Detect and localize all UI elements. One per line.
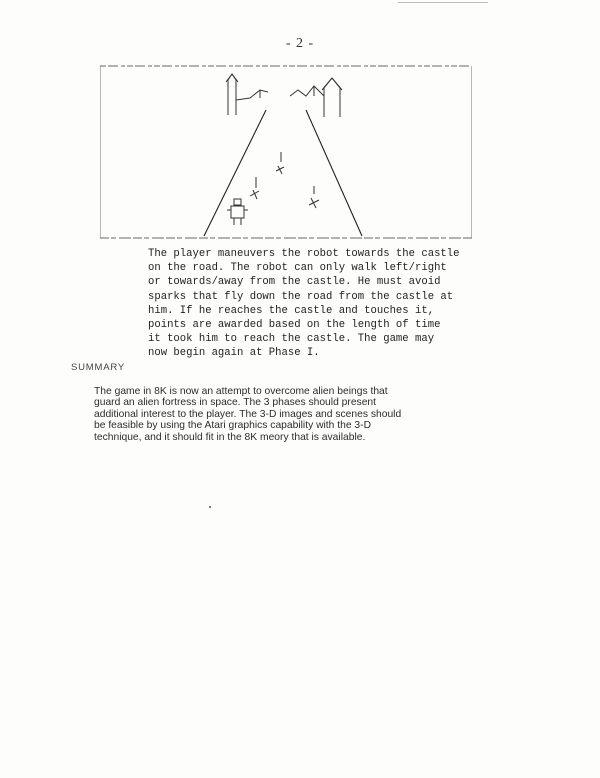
- spark-3: [309, 186, 319, 208]
- spark-1: [276, 152, 284, 174]
- castle-right-tower: [290, 78, 342, 117]
- summary-line: guard an alien fortress in space. The 3 phases should present: [94, 397, 377, 409]
- caption-line: him. If he reaches the castle and touches it,: [148, 304, 435, 317]
- caption-line: now begin again at Phase I.: [148, 347, 320, 360]
- road-castle-sketch: [100, 60, 472, 242]
- page-number: - 2 -: [285, 36, 315, 51]
- caption-line: points are awarded based on the length of time: [148, 319, 441, 332]
- summary-paragraph: [94, 386, 524, 443]
- scan-artifact-top: [398, 2, 488, 3]
- summary-line: additional interest to the player. The 3-D images and scenes should: [94, 408, 402, 420]
- sketch-svg: [100, 60, 472, 242]
- caption-line: or towards/away from the castle. He must avoid: [148, 276, 441, 289]
- castle-left-tower: [226, 74, 268, 115]
- scan-speck: [209, 506, 211, 508]
- caption-line: The player maneuvers the robot towards the castle: [148, 248, 460, 260]
- summary-line: The game in 8K is now an attempt to overcome alien beings that: [94, 386, 388, 397]
- road: [204, 110, 362, 236]
- spark-2: [250, 177, 259, 199]
- robot-figure: [227, 199, 248, 225]
- caption-line: it took him to reach the castle. The game may: [148, 333, 435, 346]
- summary-line: technique, and it should fit in the 8K meory that is available.: [94, 431, 366, 443]
- caption-line: sparks that fly down the road from the castle at: [148, 290, 454, 303]
- summary-line: be feasible by using the Atari graphics capability with the 3-D: [94, 420, 372, 432]
- summary-heading: SUMMARY: [71, 362, 125, 373]
- spark-marks: [250, 152, 319, 208]
- figure-caption: [148, 247, 468, 361]
- sketch-frame: [100, 66, 472, 238]
- caption-line: on the road. The robot can only walk left/right: [148, 262, 447, 275]
